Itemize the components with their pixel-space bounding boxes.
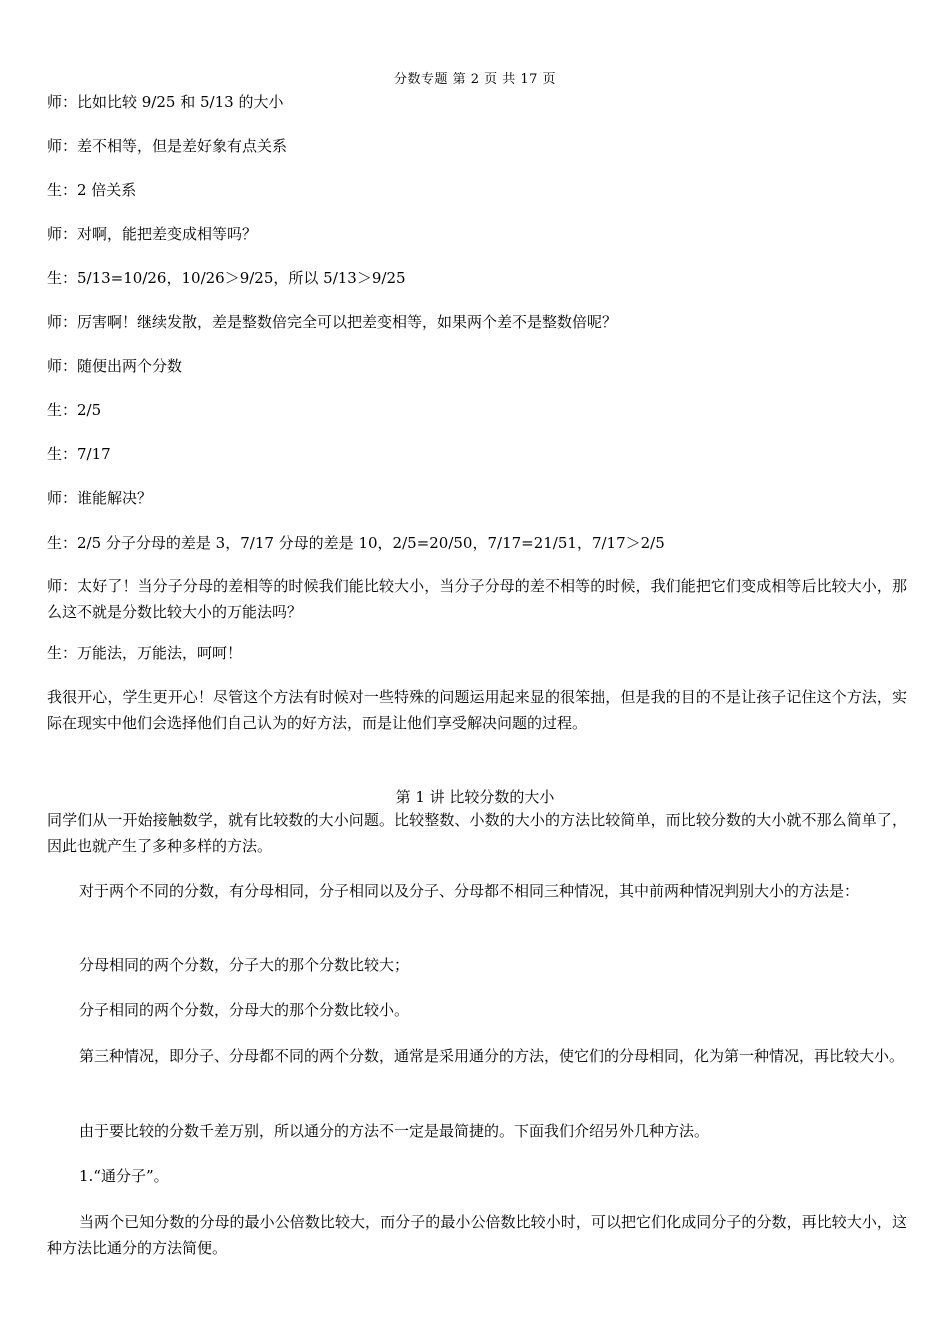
dialogue-line: 生：7/17 — [47, 445, 111, 463]
rule-line: 分母相同的两个分数，分子大的那个分数比较大； — [79, 956, 410, 974]
body-paragraph: 当两个已知分数的分母的最小公倍数比较大，而分子的最小公倍数比较小时，可以把它们化成同分子的分数，再比较大小，这种方法比通分的方法简便。 — [47, 1213, 907, 1257]
reflection-paragraph: 我很开心，学生更开心！尽管这个方法有时候对一些特殊的问题运用起来显的很笨拙，但是我的目的不是让孩子记住这个方法，实际在现实中他们会选择他们自己认为的好方法，而是让他们享受解决问题的过程。 — [47, 688, 907, 732]
dialogue-line: 生：万能法，万能法，呵呵！ — [47, 644, 243, 662]
page-header: 分数专题 第 2 页 共 17 页 — [393, 72, 557, 87]
dialogue-line: 师：对啊，能把差变成相等吗？ — [47, 225, 258, 243]
dialogue-line: 师：厉害啊！继续发散，差是整数倍完全可以把差变相等，如果两个差不是整数倍呢？ — [47, 313, 618, 331]
dialogue-line: 生：2/5 分子分母的差是 3，7/17 分母的差是 10，2/5=20/50，7/17=21/51，7/17＞2/5 — [47, 534, 665, 552]
rule-line: 分子相同的两个分数，分母大的那个分数比较小。 — [79, 1001, 410, 1019]
dialogue-line: 师：比如比较 9/25 和 5/13 的大小 — [47, 93, 284, 111]
dialogue-line: 师：随便出两个分数 — [47, 357, 183, 375]
section-title: 第 1 讲 比较分数的大小 — [395, 788, 555, 806]
method-heading: 1.“通分子”。 — [79, 1167, 169, 1185]
dialogue-line: 生：2/5 — [47, 401, 102, 419]
intro-paragraph: 同学们从一开始接触数学，就有比较数的大小问题。比较整数、小数的大小的方法比较简单，而比较分数的大小就不那么简单了，因此也就产生了多种多样的方法。 — [47, 811, 907, 855]
dialogue-line: 师：差不相等，但是差好象有点关系 — [47, 137, 288, 155]
dialogue-paragraph: 师：太好了！当分子分母的差相等的时候我们能比较大小，当分子分母的差不相等的时候，我们能把它们变成相等后比较大小，那么这不就是分数比较大小的万能法吗？ — [47, 577, 907, 621]
body-line: 由于要比较的分数千差万别，所以通分的方法不一定是最简捷的。下面我们介绍另外几种方法。 — [79, 1122, 710, 1140]
body-paragraph: 第三种情况，即分子、分母都不同的两个分数，通常是采用通分的方法，使它们的分母相同，化为第一种情况，再比较大小。 — [79, 1047, 905, 1065]
dialogue-line: 师：谁能解决？ — [47, 489, 153, 507]
dialogue-line: 生：2 倍关系 — [47, 181, 137, 199]
body-paragraph: 对于两个不同的分数，有分母相同，分子相同以及分子、分母都不相同三种情况，其中前两种情况判别大小的方法是： — [79, 882, 860, 900]
dialogue-line: 生：5/13=10/26，10/26＞9/25，所以 5/13＞9/25 — [47, 269, 406, 287]
